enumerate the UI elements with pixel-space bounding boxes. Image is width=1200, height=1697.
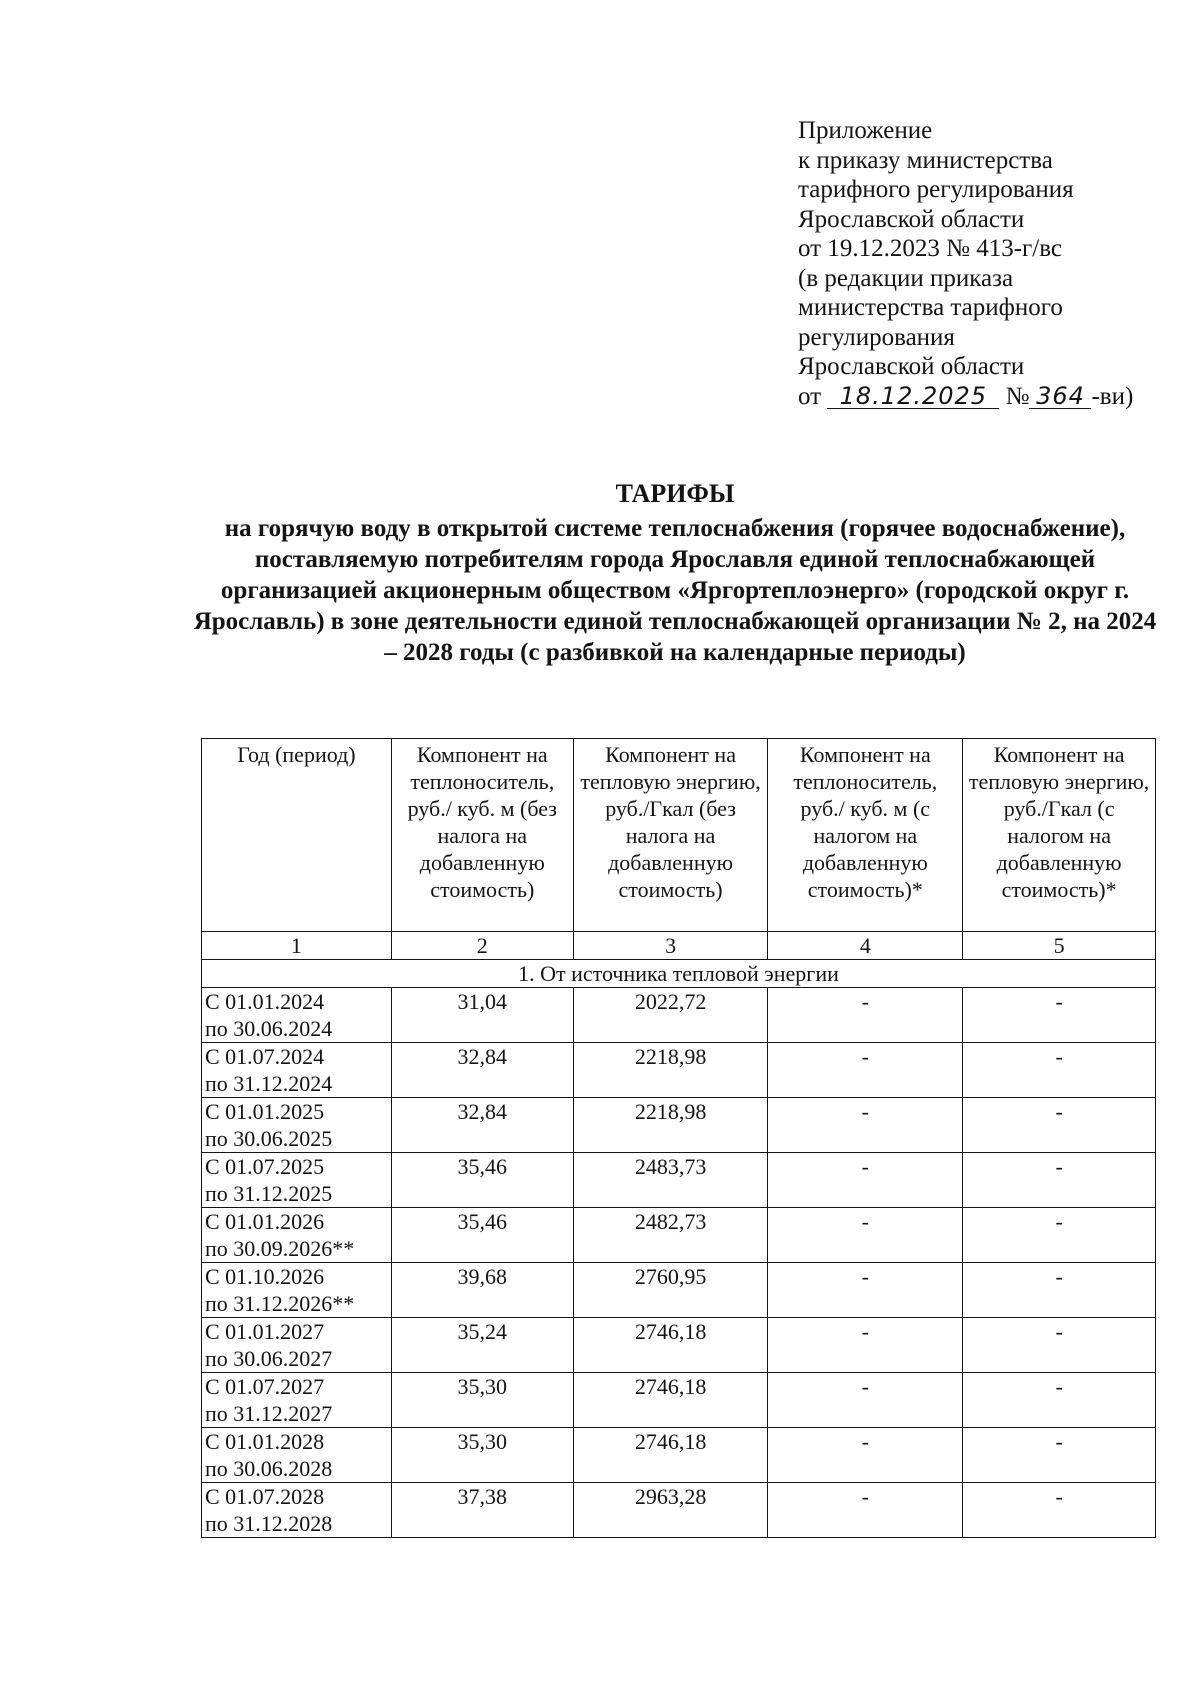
coolant-vat-cell: - xyxy=(768,988,963,1043)
period-cell xyxy=(202,988,392,1043)
period-from: С 01.01.2025 xyxy=(205,1099,325,1124)
column-number: 3 xyxy=(573,932,768,960)
heat-vat-cell: - xyxy=(963,1153,1156,1208)
appendix-line: (в редакции приказа xyxy=(798,264,1014,292)
period-to: по 30.06.2027 xyxy=(205,1346,333,1371)
period-to: по 31.12.2024 xyxy=(205,1071,333,1096)
coolant-vat-cell: - xyxy=(768,1428,963,1483)
appendix-suffix: -ви) xyxy=(1091,382,1134,410)
period-from: С 01.10.2026 xyxy=(205,1264,325,1289)
table-row xyxy=(202,1483,1156,1538)
header-heat-vat: Компонент на тепловую энергию, руб./Гкал (с налогом на добавленную стоимость)* xyxy=(963,739,1156,932)
period-cell xyxy=(202,1263,392,1318)
coolant-no-vat-cell: 35,46 xyxy=(391,1153,573,1208)
period-from: С 01.01.2028 xyxy=(205,1429,325,1454)
coolant-no-vat-cell: 35,24 xyxy=(391,1318,573,1373)
heat-vat-cell: - xyxy=(963,1208,1156,1263)
period-from: С 01.01.2026 xyxy=(205,1209,325,1234)
period-cell xyxy=(202,1208,392,1263)
number-label: № xyxy=(1005,382,1030,410)
table-row xyxy=(202,1043,1156,1098)
table-header-row xyxy=(202,739,1156,932)
appendix-line: тарифного регулирования xyxy=(798,176,1074,203)
period-to: по 30.06.2024 xyxy=(205,1016,333,1041)
appendix-line: Приложение xyxy=(798,117,933,144)
coolant-vat-cell: - xyxy=(768,1153,963,1208)
period-cell xyxy=(202,1153,392,1208)
coolant-vat-cell: - xyxy=(768,1373,963,1428)
heat-vat-cell: - xyxy=(963,1098,1156,1153)
table-row xyxy=(202,1208,1156,1263)
coolant-no-vat-cell: 39,68 xyxy=(391,1263,573,1318)
heat-no-vat-cell: 2746,18 xyxy=(573,1318,768,1373)
coolant-no-vat-cell: 31,04 xyxy=(391,988,573,1043)
heat-no-vat-cell: 2963,28 xyxy=(573,1483,768,1538)
heat-no-vat-cell: 2746,18 xyxy=(573,1373,768,1428)
table-row xyxy=(202,988,1156,1043)
coolant-vat-cell: - xyxy=(768,1263,963,1318)
document-title xyxy=(190,478,1160,668)
table-row xyxy=(202,1153,1156,1208)
period-to: по 31.12.2028 xyxy=(205,1511,333,1536)
tariffs-table xyxy=(201,738,1156,1538)
period-to: по 31.12.2026** xyxy=(205,1291,355,1316)
heat-no-vat-cell: 2483,73 xyxy=(573,1153,768,1208)
handwritten-date: 18.12.2025 xyxy=(827,384,999,409)
section-title: 1. От источника тепловой энергии xyxy=(202,960,1156,988)
heat-vat-cell: - xyxy=(963,1428,1156,1483)
table-row xyxy=(202,1373,1156,1428)
title-main: ТАРИФЫ xyxy=(615,479,735,508)
coolant-no-vat-cell: 35,30 xyxy=(391,1428,573,1483)
appendix-line: от 19.12.2023 № 413-г/вс xyxy=(798,235,1062,262)
handwritten-number: 364 xyxy=(1029,384,1091,409)
appendix-line: Ярославской области xyxy=(798,205,1025,233)
title-subtitle: на горячую воду в открытой системе теплоснабжения (горячее водоснабжение), поставляемую потребителям города Ярославля единой теплоснабжающей организацией акционерным обществом «Яргортеплоэнерго» (городской округ г. Ярославль) в зоне деятельности единой теплоснабжающей организации № 2, на 2024 – 2028 годы (с разбивкой на календарные периоды) xyxy=(193,515,1157,666)
column-number: 5 xyxy=(963,932,1156,960)
coolant-vat-cell: - xyxy=(768,1318,963,1373)
heat-no-vat-cell: 2482,73 xyxy=(573,1208,768,1263)
coolant-no-vat-cell: 32,84 xyxy=(391,1098,573,1153)
period-from: С 01.01.2024 xyxy=(205,989,325,1014)
column-number: 4 xyxy=(768,932,963,960)
period-to: по 30.09.2026** xyxy=(205,1236,355,1261)
period-cell xyxy=(202,1428,392,1483)
column-number-row xyxy=(202,932,1156,960)
period-to: по 31.12.2025 xyxy=(205,1181,333,1206)
appendix-block xyxy=(798,116,1158,411)
period-cell xyxy=(202,1373,392,1428)
appendix-prefix: от xyxy=(798,382,822,410)
heat-vat-cell: - xyxy=(963,1483,1156,1538)
period-cell xyxy=(202,1043,392,1098)
appendix-line: Ярославской области xyxy=(798,353,1025,380)
table-body xyxy=(202,932,1156,1538)
period-to: по 31.12.2027 xyxy=(205,1401,333,1426)
period-from: С 01.01.2027 xyxy=(205,1319,325,1344)
heat-vat-cell: - xyxy=(963,1318,1156,1373)
table-row xyxy=(202,1098,1156,1153)
coolant-no-vat-cell: 35,46 xyxy=(391,1208,573,1263)
heat-vat-cell: - xyxy=(963,1263,1156,1318)
heat-no-vat-cell: 2022,72 xyxy=(573,988,768,1043)
coolant-no-vat-cell: 35,30 xyxy=(391,1373,573,1428)
header-period: Год (период) xyxy=(202,739,392,932)
coolant-no-vat-cell: 37,38 xyxy=(391,1483,573,1538)
period-from: С 01.07.2025 xyxy=(205,1154,325,1179)
column-number: 2 xyxy=(391,932,573,960)
heat-no-vat-cell: 2218,98 xyxy=(573,1098,768,1153)
column-number: 1 xyxy=(202,932,392,960)
table-row xyxy=(202,1263,1156,1318)
period-from: С 01.07.2028 xyxy=(205,1484,325,1509)
period-from: С 01.07.2024 xyxy=(205,1044,325,1069)
heat-vat-cell: - xyxy=(963,988,1156,1043)
header-coolant-vat: Компонент на теплоноситель, руб./ куб. м (с налогом на добавленную стоимость)* xyxy=(768,739,963,932)
period-cell xyxy=(202,1098,392,1153)
appendix-line: министерства тарифного xyxy=(798,294,1063,321)
period-cell xyxy=(202,1483,392,1538)
appendix-line: регулирования xyxy=(798,323,955,351)
table-row xyxy=(202,1428,1156,1483)
appendix-last-line xyxy=(798,382,1158,412)
coolant-vat-cell: - xyxy=(768,1043,963,1098)
heat-no-vat-cell: 2760,95 xyxy=(573,1263,768,1318)
table-row xyxy=(202,1318,1156,1373)
period-from: С 01.07.2027 xyxy=(205,1374,325,1399)
header-coolant-no-vat: Компонент на теплоноситель, руб./ куб. м (без налога на добавленную стоимость) xyxy=(391,739,573,932)
period-to: по 30.06.2025 xyxy=(205,1126,333,1151)
coolant-vat-cell: - xyxy=(768,1098,963,1153)
section-row xyxy=(202,960,1156,988)
coolant-vat-cell: - xyxy=(768,1483,963,1538)
coolant-vat-cell: - xyxy=(768,1208,963,1263)
coolant-no-vat-cell: 32,84 xyxy=(391,1043,573,1098)
header-heat-no-vat: Компонент на тепловую энергию, руб./Гкал (без налога на добавленную стоимость) xyxy=(573,739,768,932)
heat-no-vat-cell: 2746,18 xyxy=(573,1428,768,1483)
period-cell xyxy=(202,1318,392,1373)
heat-no-vat-cell: 2218,98 xyxy=(573,1043,768,1098)
period-to: по 30.06.2028 xyxy=(205,1456,333,1481)
heat-vat-cell: - xyxy=(963,1043,1156,1098)
heat-vat-cell: - xyxy=(963,1373,1156,1428)
appendix-line: к приказу министерства xyxy=(798,146,1053,174)
